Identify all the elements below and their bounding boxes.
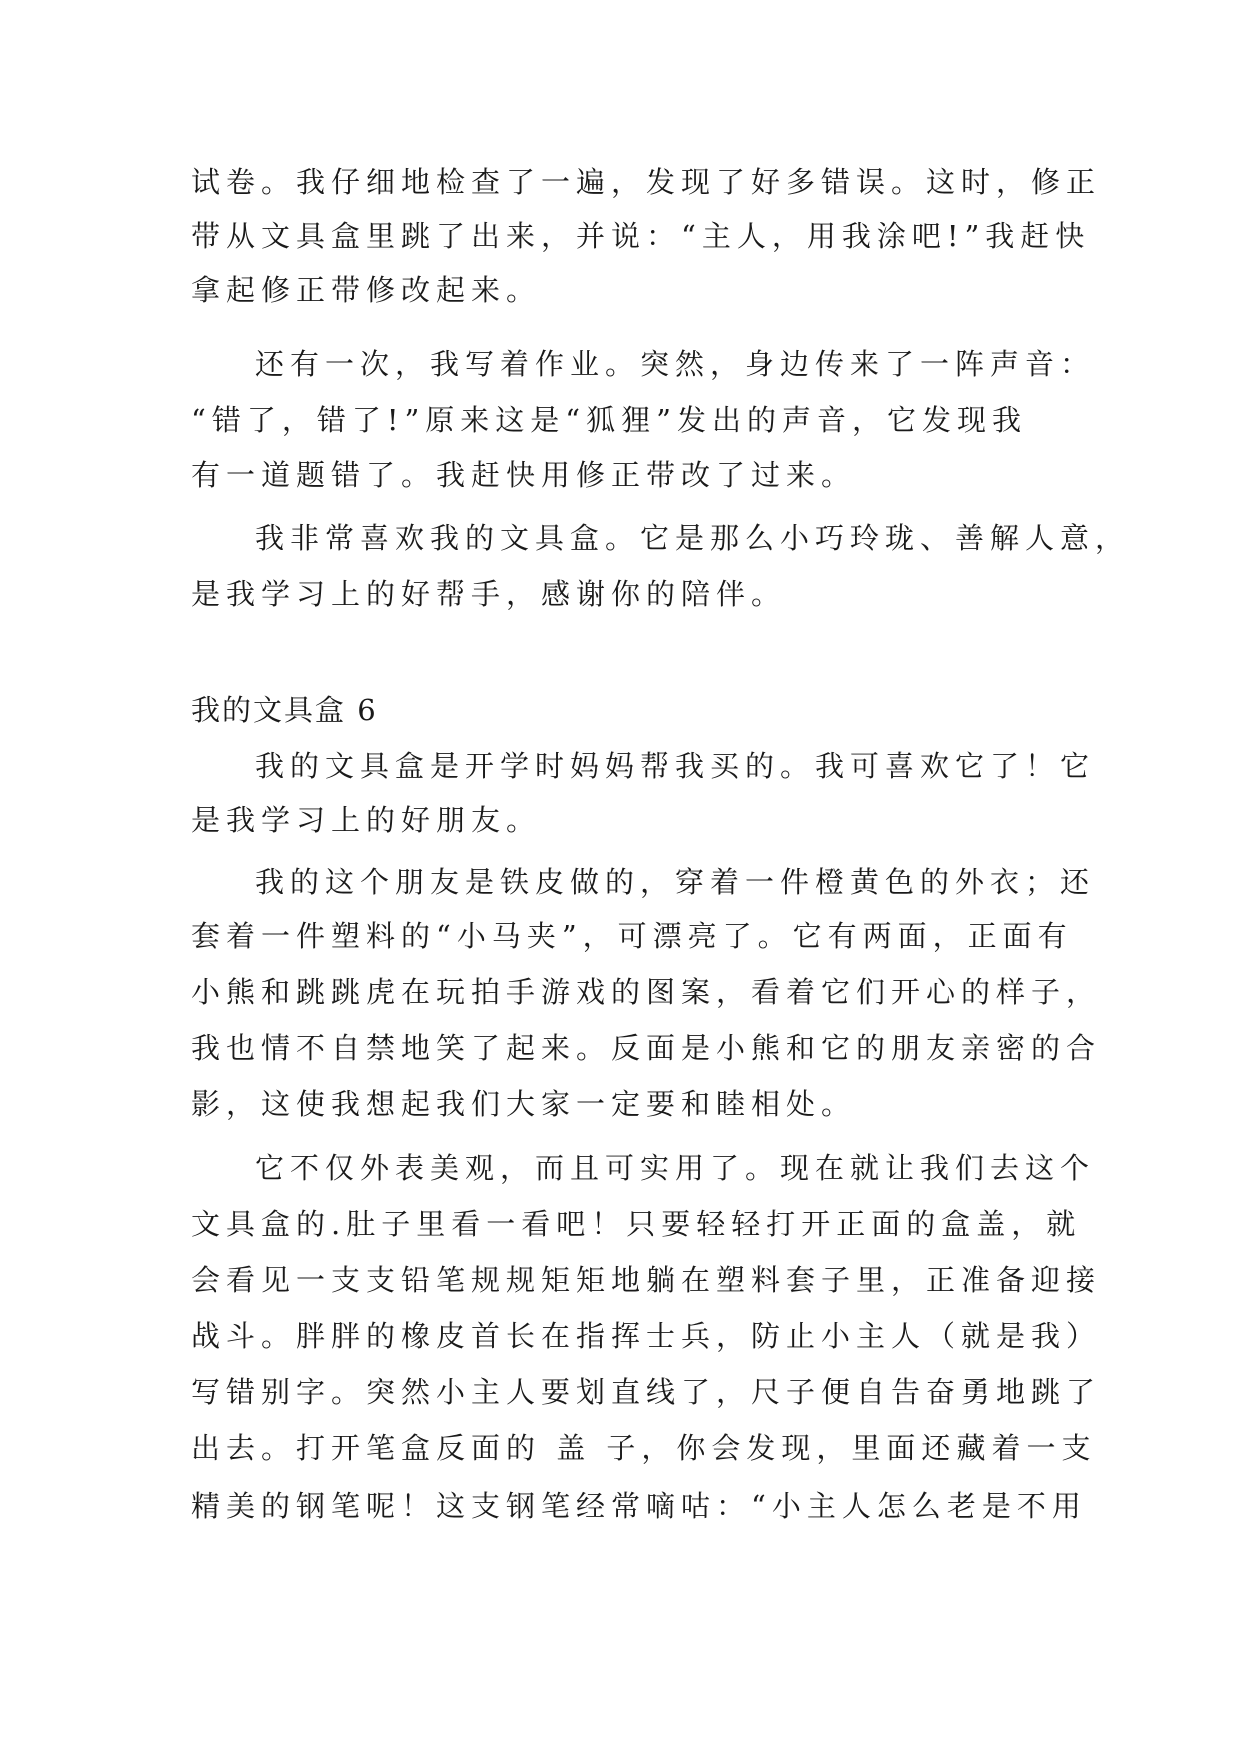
section-title: 我的文具盒 6 — [191, 693, 378, 727]
paragraph-line: 是我学习上的好帮手，感谢你的陪伴。 — [191, 577, 787, 611]
paragraph-line: 会看见一支支铅笔规规矩矩地躺在塑料套子里，正准备迎接 — [191, 1263, 1102, 1297]
paragraph-line: 我的文具盒是开学时妈妈帮我买的。我可喜欢它了！它 — [255, 749, 1096, 783]
paragraph-line: 是我学习上的好朋友。 — [191, 803, 542, 837]
paragraph-line: 战斗。胖胖的橡皮首长在指挥士兵，防止小主人（就是我） — [191, 1319, 1102, 1353]
paragraph-line: 套着一件塑料的“小马夹”，可漂亮了。它有两面，正面有 — [191, 919, 1073, 953]
paragraph-line: 小熊和跳跳虎在玩拍手游戏的图案，看着它们开心的样子， — [191, 975, 1102, 1009]
paragraph-line: “错了，错了!”原来这是“狐狸”发出的声音，它发现我 — [191, 403, 1027, 437]
paragraph-line: 写错别字。突然小主人要划直线了，尺子便自告奋勇地跳了 — [191, 1375, 1102, 1409]
paragraph-line: 试卷。我仔细地检查了一遍，发现了好多错误。这时，修正 — [191, 165, 1102, 199]
paragraph-line: 精美的钢笔呢！这支钢笔经常嘀咕：“小主人怎么老是不用 — [191, 1489, 1087, 1523]
paragraph-line: 我也情不自禁地笑了起来。反面是小熊和它的朋友亲密的合 — [191, 1031, 1102, 1065]
paragraph-line: 文具盒的.肚子里看一看吧！只要轻轻打开正面的盒盖，就 — [191, 1207, 1082, 1241]
paragraph-line: 我非常喜欢我的文具盒。它是那么小巧玲珑、善解人意， — [255, 521, 1131, 555]
paragraph-line: 出去。打开笔盒反面的 盖 子，你会发现，里面还藏着一支 — [191, 1431, 1097, 1465]
paragraph-line: 拿起修正带修改起来。 — [191, 273, 542, 307]
paragraph-line: 影，这使我想起我们大家一定要和睦相处。 — [191, 1087, 857, 1121]
paragraph-line: 我的这个朋友是铁皮做的，穿着一件橙黄色的外衣；还 — [255, 865, 1096, 899]
paragraph-line: 还有一次，我写着作业。突然，身边传来了一阵声音： — [255, 347, 1096, 381]
paragraph-line: 带从文具盒里跳了出来，并说：“主人，用我涂吧!”我赶快 — [191, 219, 1091, 253]
paragraph-line: 它不仅外表美观，而且可实用了。现在就让我们去这个 — [255, 1151, 1096, 1185]
paragraph-line: 有一道题错了。我赶快用修正带改了过来。 — [191, 458, 857, 492]
